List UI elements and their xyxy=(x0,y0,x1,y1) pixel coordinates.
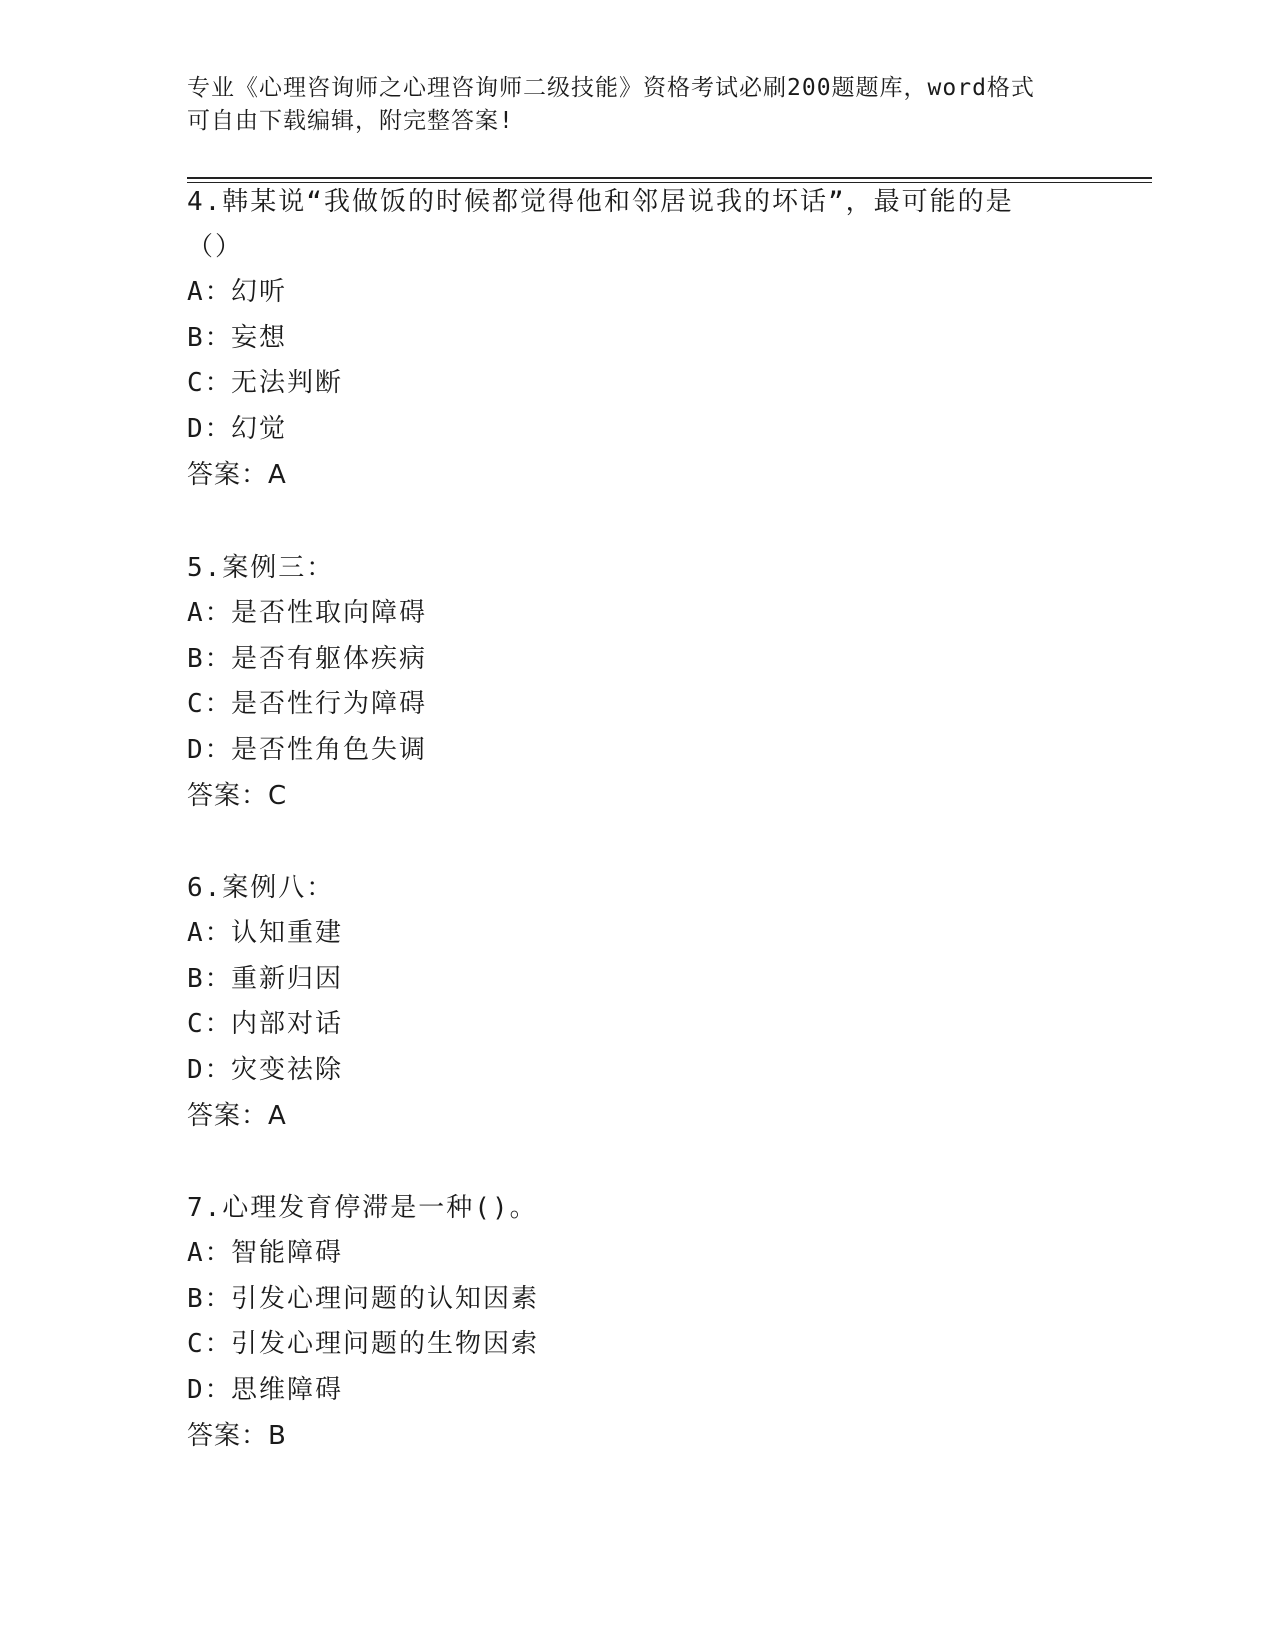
option-key: D： xyxy=(187,1054,233,1085)
option-text: 幻听 xyxy=(231,277,288,307)
option-key: D： xyxy=(187,734,233,765)
option-c xyxy=(187,1322,1087,1368)
answer-line: 答案：A xyxy=(187,460,287,490)
option-key: A： xyxy=(187,598,233,628)
option-b xyxy=(187,957,1087,1003)
question-5 xyxy=(187,546,1087,819)
option-b xyxy=(187,1277,1087,1323)
option-text: 思维障碍 xyxy=(231,1374,344,1405)
option-text: 引发心理问题的生物因索 xyxy=(231,1329,540,1359)
option-c xyxy=(187,1002,1087,1048)
option-b xyxy=(187,637,1087,683)
question-stem-continued: （） xyxy=(187,232,244,262)
header-divider-thick xyxy=(187,177,1152,179)
option-b xyxy=(187,316,1087,362)
option-d xyxy=(187,1048,1087,1094)
option-c xyxy=(187,361,1087,407)
option-c xyxy=(187,682,1087,728)
answer-line: 答案：C xyxy=(187,781,288,811)
option-key: C： xyxy=(187,689,233,719)
option-text: 幻觉 xyxy=(231,413,288,444)
option-key: A： xyxy=(187,277,233,307)
option-text: 内部对话 xyxy=(231,1009,344,1039)
question-stem: 6.案例八： xyxy=(187,873,335,903)
answer-line: 答案：A xyxy=(187,1101,287,1131)
question-stem: 7.心理发育停滞是一种()。 xyxy=(187,1193,538,1223)
option-key: B： xyxy=(187,322,233,353)
document-header xyxy=(187,72,1087,138)
option-key: C： xyxy=(187,1009,233,1039)
question-6 xyxy=(187,866,1087,1139)
option-text: 引发心理问题的认知因素 xyxy=(231,1283,540,1314)
question-4 xyxy=(187,180,1087,498)
option-text: 是否性取向障碍 xyxy=(231,598,428,628)
question-stem: 5.案例三： xyxy=(187,553,335,583)
option-key: A： xyxy=(187,918,233,948)
question-7 xyxy=(187,1186,1087,1459)
option-d xyxy=(187,1368,1087,1414)
question-stem: 4.韩某说“我做饭的时候都觉得他和邻居说我的坏话”，最可能的是 xyxy=(187,187,1014,217)
option-key: C： xyxy=(187,368,233,398)
option-text: 妄想 xyxy=(231,322,288,353)
option-text: 灾变祛除 xyxy=(231,1054,344,1085)
option-d xyxy=(187,407,1087,453)
option-key: B： xyxy=(187,1283,233,1314)
header-line-1: 专业《心理咨询师之心理咨询师二级技能》资格考试必刷200题题库，word格式 xyxy=(187,75,1035,101)
option-text: 是否有躯体疾病 xyxy=(231,643,428,674)
option-text: 重新归因 xyxy=(231,963,344,994)
option-key: A： xyxy=(187,1238,233,1268)
option-a xyxy=(187,591,1087,637)
option-a xyxy=(187,911,1087,957)
option-key: C： xyxy=(187,1329,233,1359)
option-d xyxy=(187,728,1087,774)
option-text: 智能障碍 xyxy=(231,1238,344,1268)
option-a xyxy=(187,270,1087,316)
option-key: D： xyxy=(187,1374,233,1405)
option-key: B： xyxy=(187,963,233,994)
option-text: 认知重建 xyxy=(231,918,344,948)
option-key: D： xyxy=(187,413,233,444)
option-a xyxy=(187,1231,1087,1277)
answer-line: 答案：B xyxy=(187,1421,287,1451)
option-text: 是否性行为障碍 xyxy=(231,689,428,719)
option-key: B： xyxy=(187,643,233,674)
option-text: 是否性角色失调 xyxy=(231,734,428,765)
header-line-2: 可自由下载编辑，附完整答案! xyxy=(187,108,514,134)
option-text: 无法判断 xyxy=(231,368,344,398)
